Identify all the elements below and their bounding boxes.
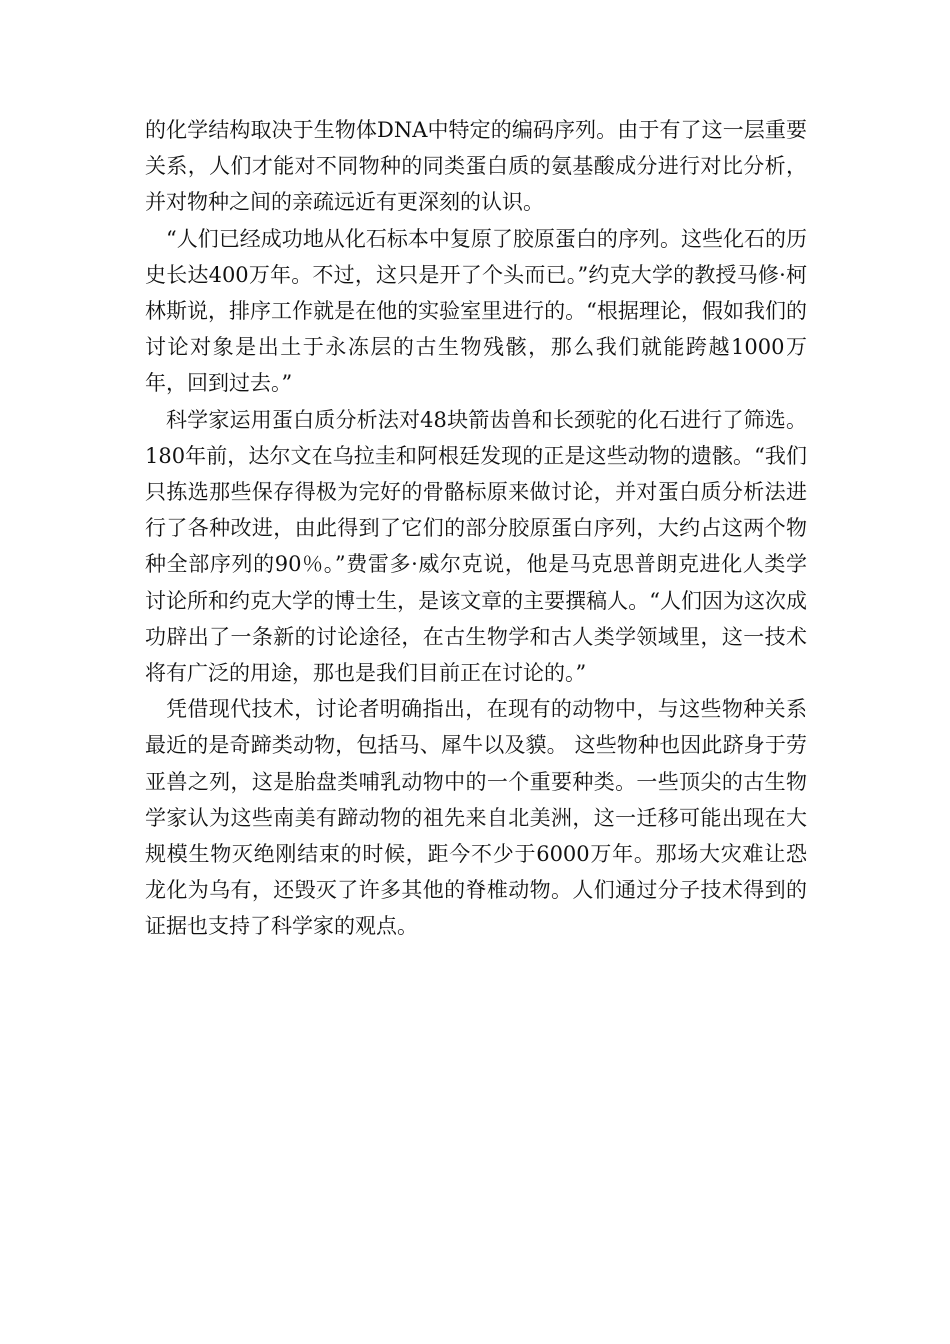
paragraph-3: 科学家运用蛋白质分析法对48块箭齿兽和长颈驼的化石进行了筛选。180年前，达尔文在乌拉圭和阿根廷发现的正是这些动物的遗骸。“我们只拣选那些保存得极为完好的骨骼标原来做讨论，并对蛋白质分析法进行了各种改进，由此得到了它们的部分胶原蛋白序列，大约占这两个物种全部序列的90％。”费雷多·威尔克说，他是马克思普朗克进化人类学讨论所和约克大学的博士生，是该文章的主要撰稿人。“人们因为这次成功辟出了一条新的讨论途径，在古生物学和古人类学领域里，这一技术将有广泛的用途，那也是我们目前正在讨论的。” [145, 407, 807, 686]
paragraph-4: 凭借现代技术，讨论者明确指出，在现有的动物中，与这些物种关系最近的是奇蹄类动物，包括马、犀牛以及貘。 这些物种也因此跻身于劳亚兽之列，这是胎盘类哺乳动物中的一个重要种类。一些顶尖的古生物学家认为这些南美有蹄动物的祖先来自北美洲，这一迁移可能出现在大规模生物灭绝刚结束的时候，距今不少于6000万年。那场大灾难让恐龙化为乌有，还毁灭了许多其他的脊椎动物。人们通过分子技术得到的证据也支持了科学家的观点。 [145, 697, 807, 939]
paragraph-1: 的化学结构取决于生物体DNA中特定的编码序列。由于有了这一层重要关系，人们才能对不同物种的同类蛋白质的氨基酸成分进行对比分析，并对物种之间的亲疏远近有更深刻的认识。 [145, 118, 807, 215]
paragraph-2: “人们已经成功地从化石标本中复原了胶原蛋白的序列。这些化石的历史长达400万年。不过，这只是开了个头而已。”约克大学的教授马修·柯林斯说，排序工作就是在他的实验室里进行的。“根据理论，假如我们的讨论对象是出土于永冻层的古生物残骸，那么我们就能跨越1000万年，回到过去。” [145, 226, 807, 396]
document-page [145, 112, 807, 945]
